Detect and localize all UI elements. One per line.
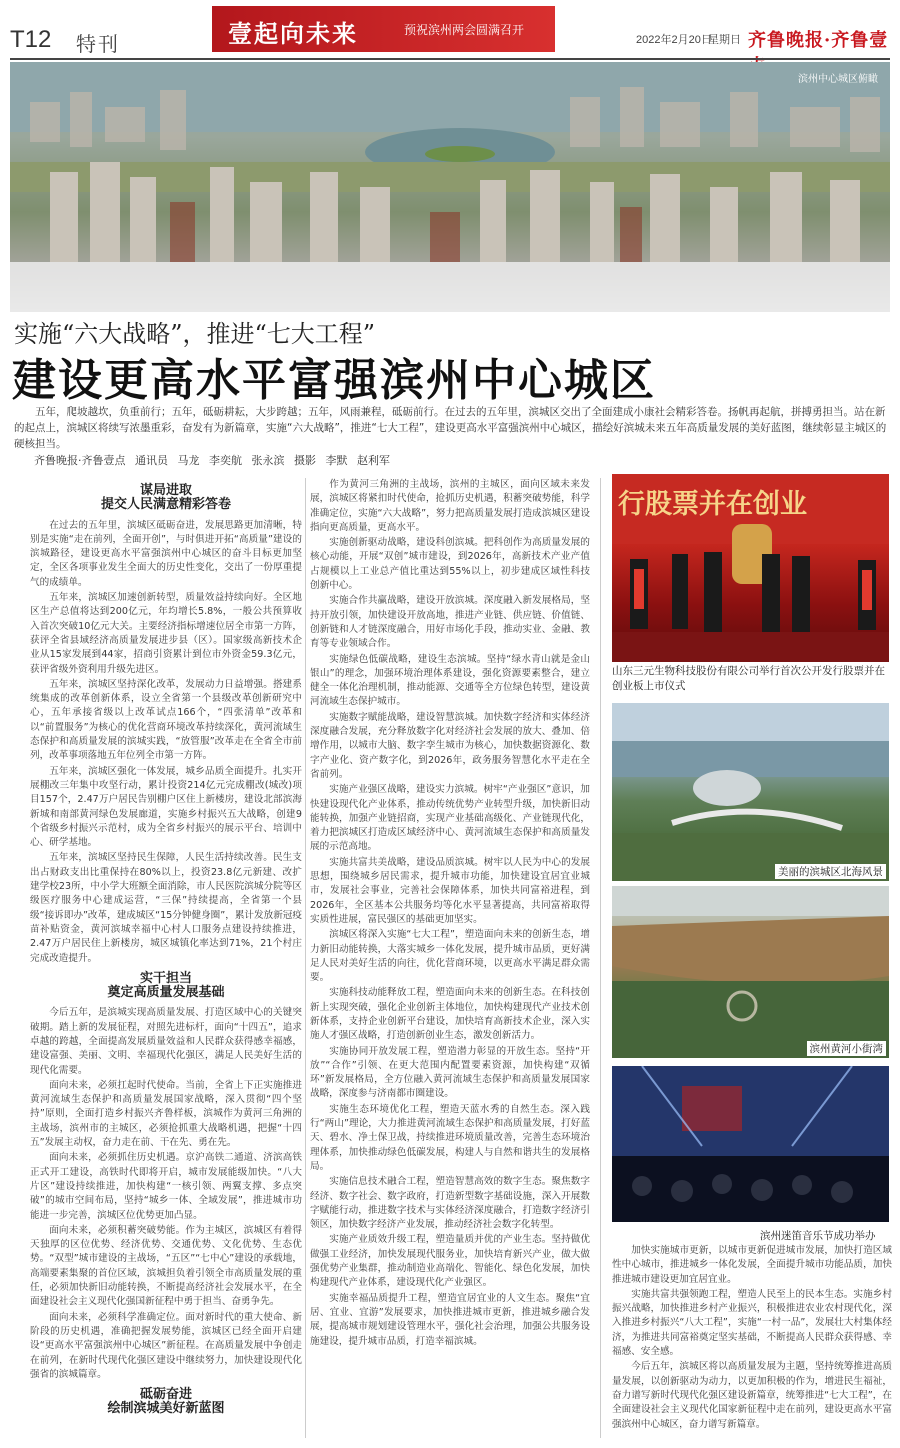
paragraph: 加快实施城市更新，以城市更新促进城市发展，加快打造区域性中心城市，推进城乡一体化发展，全面提升城市功能品质，加快推进城市建设更加宜居宜业。	[612, 1245, 892, 1285]
paragraph: 实施产业强区战略，建设实力滨城。树牢“产业强区”意识，加快建设现代化产业体系，推动传统优势产业转型升级，加快新旧动能转换，加强产业链招商，实现产业基础高级化、产业链现代化，着力把滨城区打造成区域经济中心、黄河流域生态保护和高质量发展的示范高地。	[310, 784, 590, 853]
subheading-2	[30, 972, 302, 1001]
paragraph: 今后五年，是滨城实现高质量发展、打造区域中心的关键突破期。踏上新的发展征程，对照先进标杆，面向“十四五”，追求卓越的跨越，全面提高发展质量效益和人民群众获得感幸福感，建设富强、美丽、文明、幸福现代化强区，满足人民美好生活的现代化需要。	[30, 1007, 302, 1076]
yellow-river-photo	[612, 886, 889, 1058]
column-divider	[305, 478, 306, 1438]
subheading-1-line1: 谋局进取	[139, 483, 192, 498]
promo-banner	[212, 6, 555, 52]
ceremony-sign-text: 行股票并在创业	[618, 489, 807, 520]
subheading-2-line2: 奠定高质量发展基础	[107, 985, 225, 1001]
paragraph: 实施协同开放发展工程，塑造潜力彰显的开放生态。坚持“开放”“合作”引领、在更大范围内配置要素资源，加快构建“双循环”新发展格局，全方位融入黄河流域生态保护和高质量发展国家战略，深度参与济南都市圈建设。	[310, 1045, 590, 1100]
column-right	[612, 1244, 892, 1448]
paragraph: 实施创新驱动战略，建设科创滨城。把科创作为高质量发展的核心动能，开展“双创”城市建设，到2026年，高新技术产业产值占规模以上工业总产值比重达到55%以上，初步建成区域性科技创新中心。	[310, 537, 590, 592]
city-aerial-illustration	[10, 62, 890, 312]
newspaper-logo: 齐鲁晚报·齐鲁壹	[748, 30, 889, 51]
subheading-2-line1: 实干担当	[139, 970, 192, 986]
photo-caption-3: 滨州黄河小街湾	[807, 1041, 887, 1056]
river-illustration	[612, 886, 889, 1058]
article-kicker: 实施“六大战略”，推进“七大工程”	[14, 320, 376, 348]
paragraph: 实施数字赋能战略，建设智慧滨城。加快数字经济和实体经济深度融合发展，充分释放数字化对经济社会发展的放大、叠加、倍增作用，以城市大脑、数字孪生城市为核心，加快数据资源化、数字产业化、资产数字化，到2026年，政务服务智慧化水平走在全省前列。	[310, 711, 590, 780]
paragraph: 实施科技动能释放工程，塑造面向未来的创新生态。在科技创新上实现突破，强化企业创新主体地位，加快构建现代产业技术创新体系，支持企业创新平台建设，加快培育高新技术企业，深入实施人才强区战略，打造创新创业生态，激发创新活力。	[310, 987, 590, 1042]
concert-illustration	[612, 1066, 889, 1222]
subheading-3-line2: 绘制滨城美好新蓝图	[107, 1401, 225, 1417]
hero-photo	[10, 62, 890, 312]
article-headline: 建设更高水平富强滨州中心城区	[12, 355, 656, 406]
paragraph: 实施信息技术融合工程，塑造智慧高效的数字生态。聚焦数字经济、数字社会、数字政府，打造新型数字基础设施，深入开展数字赋能行动，推进数字技术与实体经济深度融合，打造数字经济引领区，加快数字经济产业发展，推动经济社会数字化转型。	[310, 1176, 590, 1231]
paragraph: 面向未来，必须科学准确定位。面对新时代的重大使命、新阶段的历史机遇，准确把握发展势能，滨城区已经全面开启建设“更高水平富强滨州中心城区”新征程。在高质量发展中争创走在前列，在新时代现代化强区建设中继续努力，加快建设现代化强省的滨城篇章。	[30, 1311, 302, 1380]
banner-title: 壹起向未来	[228, 20, 358, 48]
paragraph: 五年来，滨城区坚持民生保障，人民生活持续改善。民生支出占财政支出比重保持在80%以上，投资23.8亿元新建、改扩建学校23所，中小学大班额全面消除，市人民医院滨城分院等区级医疗服务中心建成运营，“三保”持续提高，全省第一个县级“接诉即办”改革，建成城区“15分钟健身圈”，累计发放新冠疫苗补贴资金，黄河滨城幸福中心村人口服务点建设持续推进，2.47万户居民住上新楼房，城区城镇化率达到71%，21个村庄完成改造提升。	[30, 852, 302, 964]
photo-caption-1: 山东三元生物科技股份有限公司举行首次公开发行股票并在创业板上市仪式	[612, 664, 889, 694]
hero-caption: 滨州中心城区俯瞰	[798, 74, 878, 85]
paragraph: 实施合作共赢战略，建设开放滨城。深度融入新发展格局，坚持开放引领，加快建设开放高地，推进产业链、供应链、价值链、创新链和人才链深度融合，用好市场化手段，推动实业、金融、教育等专业领域合作。	[310, 595, 590, 650]
article-byline: 齐鲁晚报·齐鲁壹点 通讯员 马龙 李奕航 张永滨 摄影 李默 赵利军	[34, 454, 390, 467]
paragraph: 面向未来，必须积蓄突破势能。作为主城区，滨城区有着得天独厚的区位优势、经济优势、交通优势、文化优势、生态优势。“双型”城市建设的主战场，“五区”“七中心”建设的承载地，高端要素集聚的首位区域，滨城担负着引领全市高质量发展的重任，必须加快新旧动能转换，不断提高经济社会发展水平，在全面建设社会主义现代化强国新征程中勇于担当、奋勇争先。	[30, 1224, 302, 1308]
issue-date: 2022年2月20日	[636, 34, 712, 46]
article-lead: 五年，爬坡越坎，负重前行；五年，砥砺耕耘，大步跨越；五年，风雨兼程，砥砺前行。在过去的五年里，滨城区交出了全面建成小康社会精彩答卷。扬帆再起航，拼搏勇担当。站在新的起点上，滨城区将续写浓墨重彩，奋发有为新篇章，实施“六大战略”，推进“七大工程”，建设更高水平富强滨州中心城区，描绘好滨城未来五年高质量发展的美好蓝图，继续彰显主城区的硬核担当。	[14, 406, 887, 450]
photo-caption-4: 滨州迷笛音乐节成功举办	[760, 1230, 876, 1242]
ipo-ceremony-photo	[612, 474, 889, 662]
column-left	[30, 478, 302, 1424]
subheading-3-line1: 砥砺奋进	[139, 1387, 192, 1403]
paragraph: 五年来，滨城区坚持深化改革，发展动力日益增强。搭建系统集成的改革创新体系，设立全省第一个县级改革创新研究中心，五年承接省级以上改革试点166个，“四张清单”改革和以“前置服务”为核心的优化营商环境改革持续深化，黄河流域生态保护和高质量发展的滨城实践，“放管服”改革走在全省全市前列，改革事项落地五年位列全市第一方阵。	[30, 678, 302, 762]
paragraph: 今后五年，滨城区将以高质量发展为主题，坚持统筹推进高质量发展，以创新驱动为动力，以更加积极的作为，增进民生福祉，奋力谱写新时代现代化强区建设新篇章，统筹推进“七大工程”，在全面建设社会主义现代化国家新征程中走在前列，建设更高水平富强滨州中心城区，奋力谱写新篇章。	[612, 1361, 892, 1430]
paragraph: 实施共富共美战略，建设品质滨城。树牢以人民为中心的发展思想，围绕城乡居民需求，提升城市功能，加快建设宜居宜业城市，发展社会事业，完善社会保障体系，加快共同富裕进程，到2026年，全区基本公共服务均等化水平显著提高，共同富裕取得实质性进展，富民强区的基础更加坚实。	[310, 856, 590, 925]
paragraph: 在过去的五年里，滨城区砥砺奋进，发展思路更加清晰，特别是实施“走在前列，全面开创”，与时俱进开拓“高质量”建设的滨城路径，建设更高水平富强滨州中心城区的奋斗目标更加坚定，全区各项事业发生全面大的历史性变化，交出了一份厚重提气的成绩单。	[30, 519, 302, 588]
paragraph: 作为黄河三角洲的主战场，滨州的主城区，面向区域未来发展，滨城区将紧扣时代使命，抢抓历史机遇，积蓄突破势能，科学准确定位，实施“六大战略”，努力把高质量发展打造成滨城区建设指向更高质量，更高水平。	[310, 479, 590, 533]
subheading-1	[30, 484, 302, 513]
paragraph: 实施生态环境优化工程，塑造天蓝水秀的自然生态。深入践行“两山”理论，大力推进黄河流域生态保护和高质量发展，打好蓝天、碧水、净土保卫战，持续推进环境质量改善，完善生态环境治理体系，加快推动绿色低碳发展，构建人与自然和谐共生的发展格局。	[310, 1103, 590, 1172]
paragraph: 面向未来，必须抓住历史机遇。京沪高铁二通道、济滨高铁正式开工建设，高铁时代即将开启，城市发展能级加快。“八大片区”建设持续推进，加快构建“一核引领、两翼支撑、多点突破”的城市空间布局，坚持“城乡一体、全域发展”，推进城市功能进一步完善，滨城区位优势更加凸显。	[30, 1152, 302, 1221]
paragraph: 五年来，滨城区加速创新转型，质量效益持续向好。全区地区生产总值将达到200亿元，年均增长5.8%，一般公共预算收入首次突破10亿元大关。主要经济指标增速位居全市第一方阵，获评全省县域经济高质量发展进步县（区）。国家级高新技术企业从15家发展到44家，招商引资累计到位市外资金59.3亿元，获评省级外资利用升级先进区。	[30, 592, 302, 675]
subheading-3	[30, 1388, 302, 1417]
paragraph: 实施共富共强领跑工程，塑造人民至上的民本生态。实施乡村振兴战略，加快推进乡村产业振兴，积极推进农业农村现代化，深入推进乡村振兴“八大工程”，实施“一村一品”，发展壮大村集体经济，为推进共同富裕奠定坚实基础，不断提高人民群众获得感、幸福感、安全感。	[612, 1288, 892, 1358]
issue-weekday: 星期日	[708, 33, 741, 46]
paragraph: 五年来，滨城区强化一体发展，城乡品质全面提升。扎实开展棚改三年集中攻坚行动，累计投资214亿元完成棚改(城改)项目157个，2.47万户居民告别棚户区住上新楼房，建设北部滨海新城和南部黄河绿色发展廊道，实施乡村振兴五大战略，创建9个省级乡村振兴示范村，成为全省乡村振兴的展示平台、培训中心、研学基地。	[30, 765, 302, 849]
column-middle	[310, 478, 590, 1448]
beihai-scenery-photo	[612, 703, 889, 881]
column-divider	[600, 478, 601, 1438]
paragraph: 实施产业质效升级工程，塑造量质并优的产业生态。坚持做优做强工业经济，加快发展现代服务业，加快培育新兴产业，做大做强优势产业集群，推动制造业高端化、智能化、绿色化发展，加快构建现代产业体系，建设现代化产业强区。	[310, 1234, 590, 1289]
banner-subtitle: 预祝滨州两会圆满召开	[404, 23, 525, 37]
park-illustration	[612, 703, 889, 881]
masthead	[0, 0, 900, 60]
section-label: 特刊	[76, 32, 120, 56]
music-festival-photo	[612, 1066, 889, 1222]
page-number: T12	[10, 26, 52, 53]
paragraph: 实施绿色低碳战略，建设生态滨城。坚持“绿水青山就是金山银山”的理念，加强环境治理体系建设，强化资源要素整合，建立健全一体化治理机制，推动能源、交通等全方位绿色转型，建设黄河流域生态保护城市。	[310, 653, 590, 708]
photo-caption-2: 美丽的滨城区北海风景	[775, 864, 886, 879]
top-rule	[10, 58, 890, 60]
paragraph: 实施幸福品质提升工程，塑造宜居宜业的人文生态。聚焦“宜居、宜业、宜游”发展要求，加快推进城市更新，推进城乡融合发展，提高城市规划建设管理水平，强化社会治理，加强公共服务设施建设，提升城市品质，打造幸福滨城。	[310, 1292, 590, 1347]
paragraph: 面向未来，必须扛起时代使命。当前，全省上下正实施推进黄河流域生态保护和高质量发展国家战略，深入贯彻“四个坚持”原则，全面打造乡村振兴齐鲁样板，滨城作为黄河三角洲的主战场，滨州市的主城区，必须抢抓重大战略机遇，把握“十四五”发展主动权，奋力走在前、干在先、勇在先。	[30, 1079, 302, 1149]
subheading-1-line2: 提交人民满意精彩答卷	[100, 497, 231, 513]
paragraph: 滨城区将深入实施“七大工程”，塑造面向未来的创新生态，增力新旧动能转换，大落实城乡一体化发展，提升城市品质，更好满足人民对美好生活的向往，优化营商环境，以更高水平满足群众需要。	[310, 929, 590, 984]
